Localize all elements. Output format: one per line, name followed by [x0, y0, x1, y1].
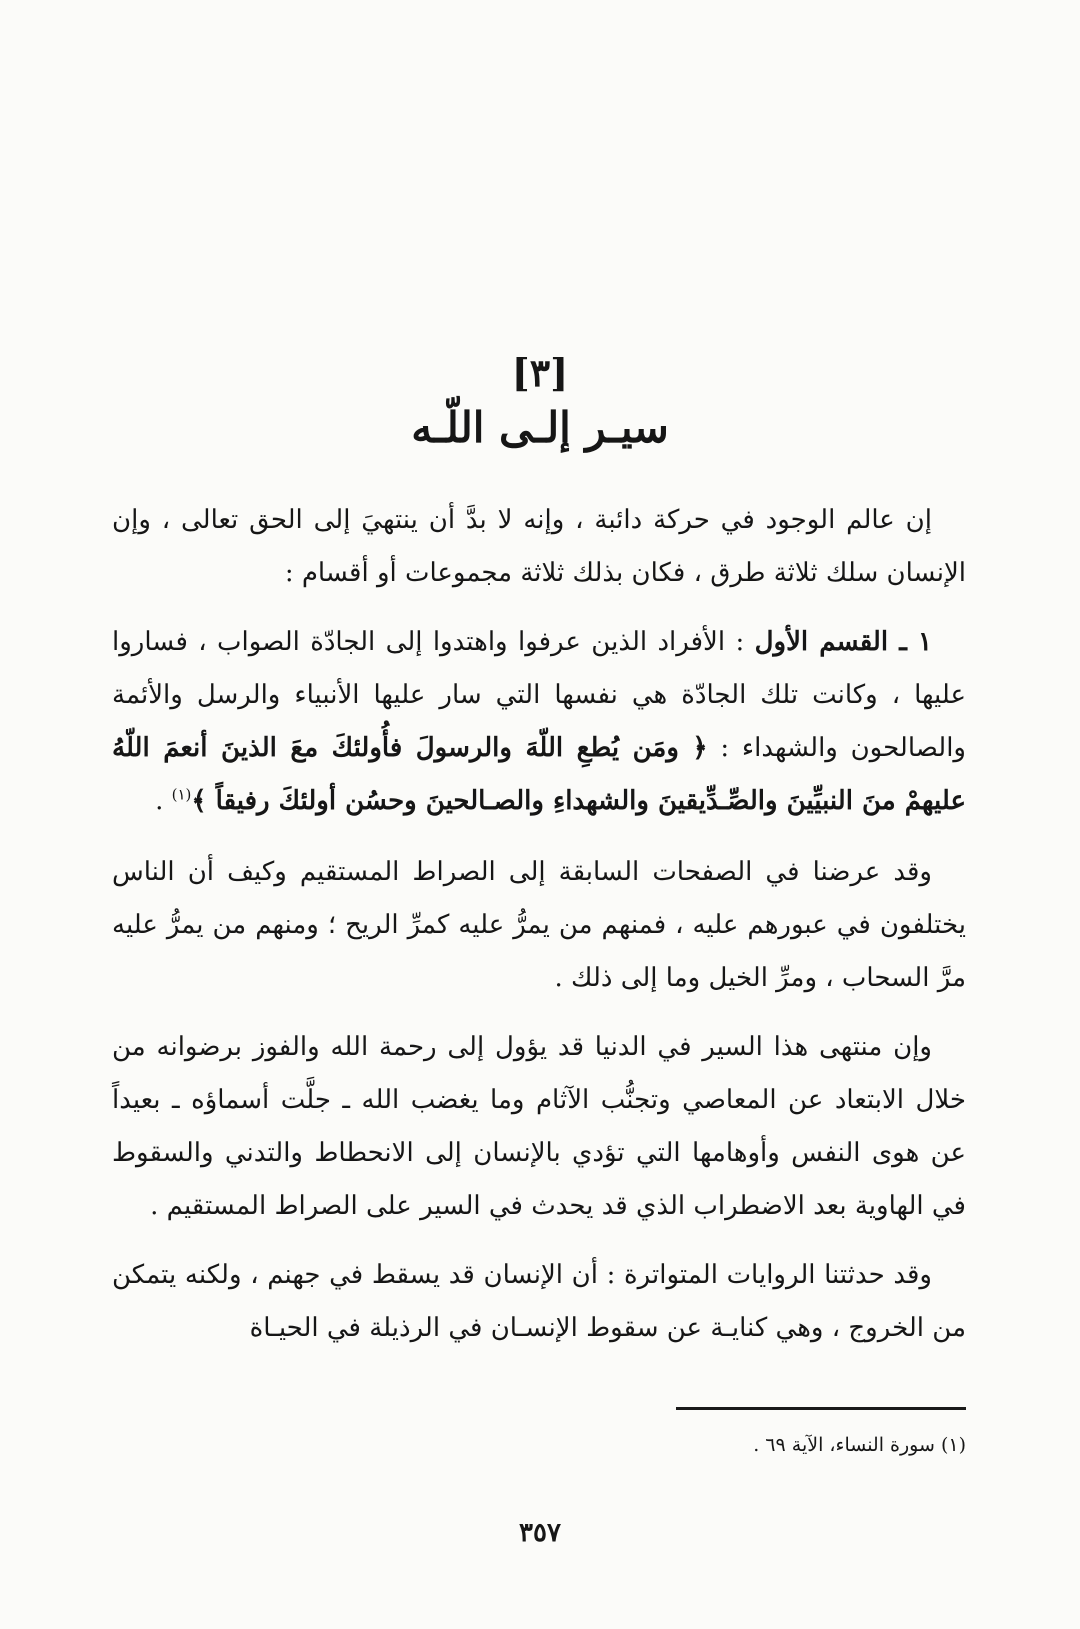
chapter-title: سيـر إلـى اللّـه: [411, 403, 669, 452]
footnote: (١) سورة النساء، الآية ٦٩ .: [753, 1434, 966, 1456]
chapter-number: [٣]: [511, 350, 569, 395]
page-number: ٣٥٧: [519, 1518, 561, 1548]
paragraph-intro: إن عالم الوجود في حركة دائبة ، وإنه لا بدَّ أن ينتهيَ إلى الحق تعالى ، وإن الإنسان سلك ثلاثة طرق ، فكان بذلك ثلاثة مجموعات أو أقسام :: [112, 505, 966, 588]
paragraph-first-section: [112, 616, 966, 828]
paragraph-narrations: وقد حدثتنا الروايات المتواترة : أن الإنسان قد يسقط في جهنم ، ولكنه يتمكن من الخروج ، وهي كنايـة عن سقوط الإنسـان في الرذيلة في الحيـاة: [112, 1260, 966, 1343]
body-text: [112, 494, 966, 1371]
footnote-reference: (١): [171, 785, 192, 804]
paragraph-outcome: وإن منتهى هذا السير في الدنيا قد يؤول إلى رحمة الله والفوز برضوانه من خلال الابتعاد عن المعاصي وتجنُّب الآثام وما يغضب الله ـ جلَّت أسماؤه ـ بعيداً عن هوى النفس وأوهامها التي تؤدي بالإنسان إلى الانحطاط والتدني والسقوط في الهاوية بعد الاضطراب الذي قد يحدث في السير على الصراط المستقيم .: [112, 1032, 966, 1221]
footnote-divider: [676, 1407, 966, 1410]
paragraph-path: وقد عرضنا في الصفحات السابقة إلى الصراط المستقيم وكيف أن الناس يختلفون في عبورهم عليه ، فمنهم من يمرُّ عليه كمرِّ الريح ؛ ومنهم من يمرُّ عليه مرَّ السحاب ، ومرِّ الخيل وما إلى ذلك .: [112, 857, 966, 993]
section-label: ١ ـ القسم الأول: [754, 627, 932, 657]
section-end: .: [155, 786, 172, 816]
quran-quote: ﴿ ومَن يُطعِ اللّهَ والرسولَ فأُولئكَ معَ الذينَ أنعمَ اللّهُ عليهمْ منَ النبيِّينَ والصِّـدِّيقينَ والشهداءِ والصـالحينَ وحسُن أولئكَ رفيقاً ﴾: [112, 733, 966, 816]
section-text: : الأفراد الذين عرفوا واهتدوا إلى الجادّة الصواب ، فساروا عليها ، وكانت تلك الجادّة هي نفسها التي سار عليها الأنبياء والرسل والأئمة والصالحون والشهداء :: [112, 627, 966, 763]
